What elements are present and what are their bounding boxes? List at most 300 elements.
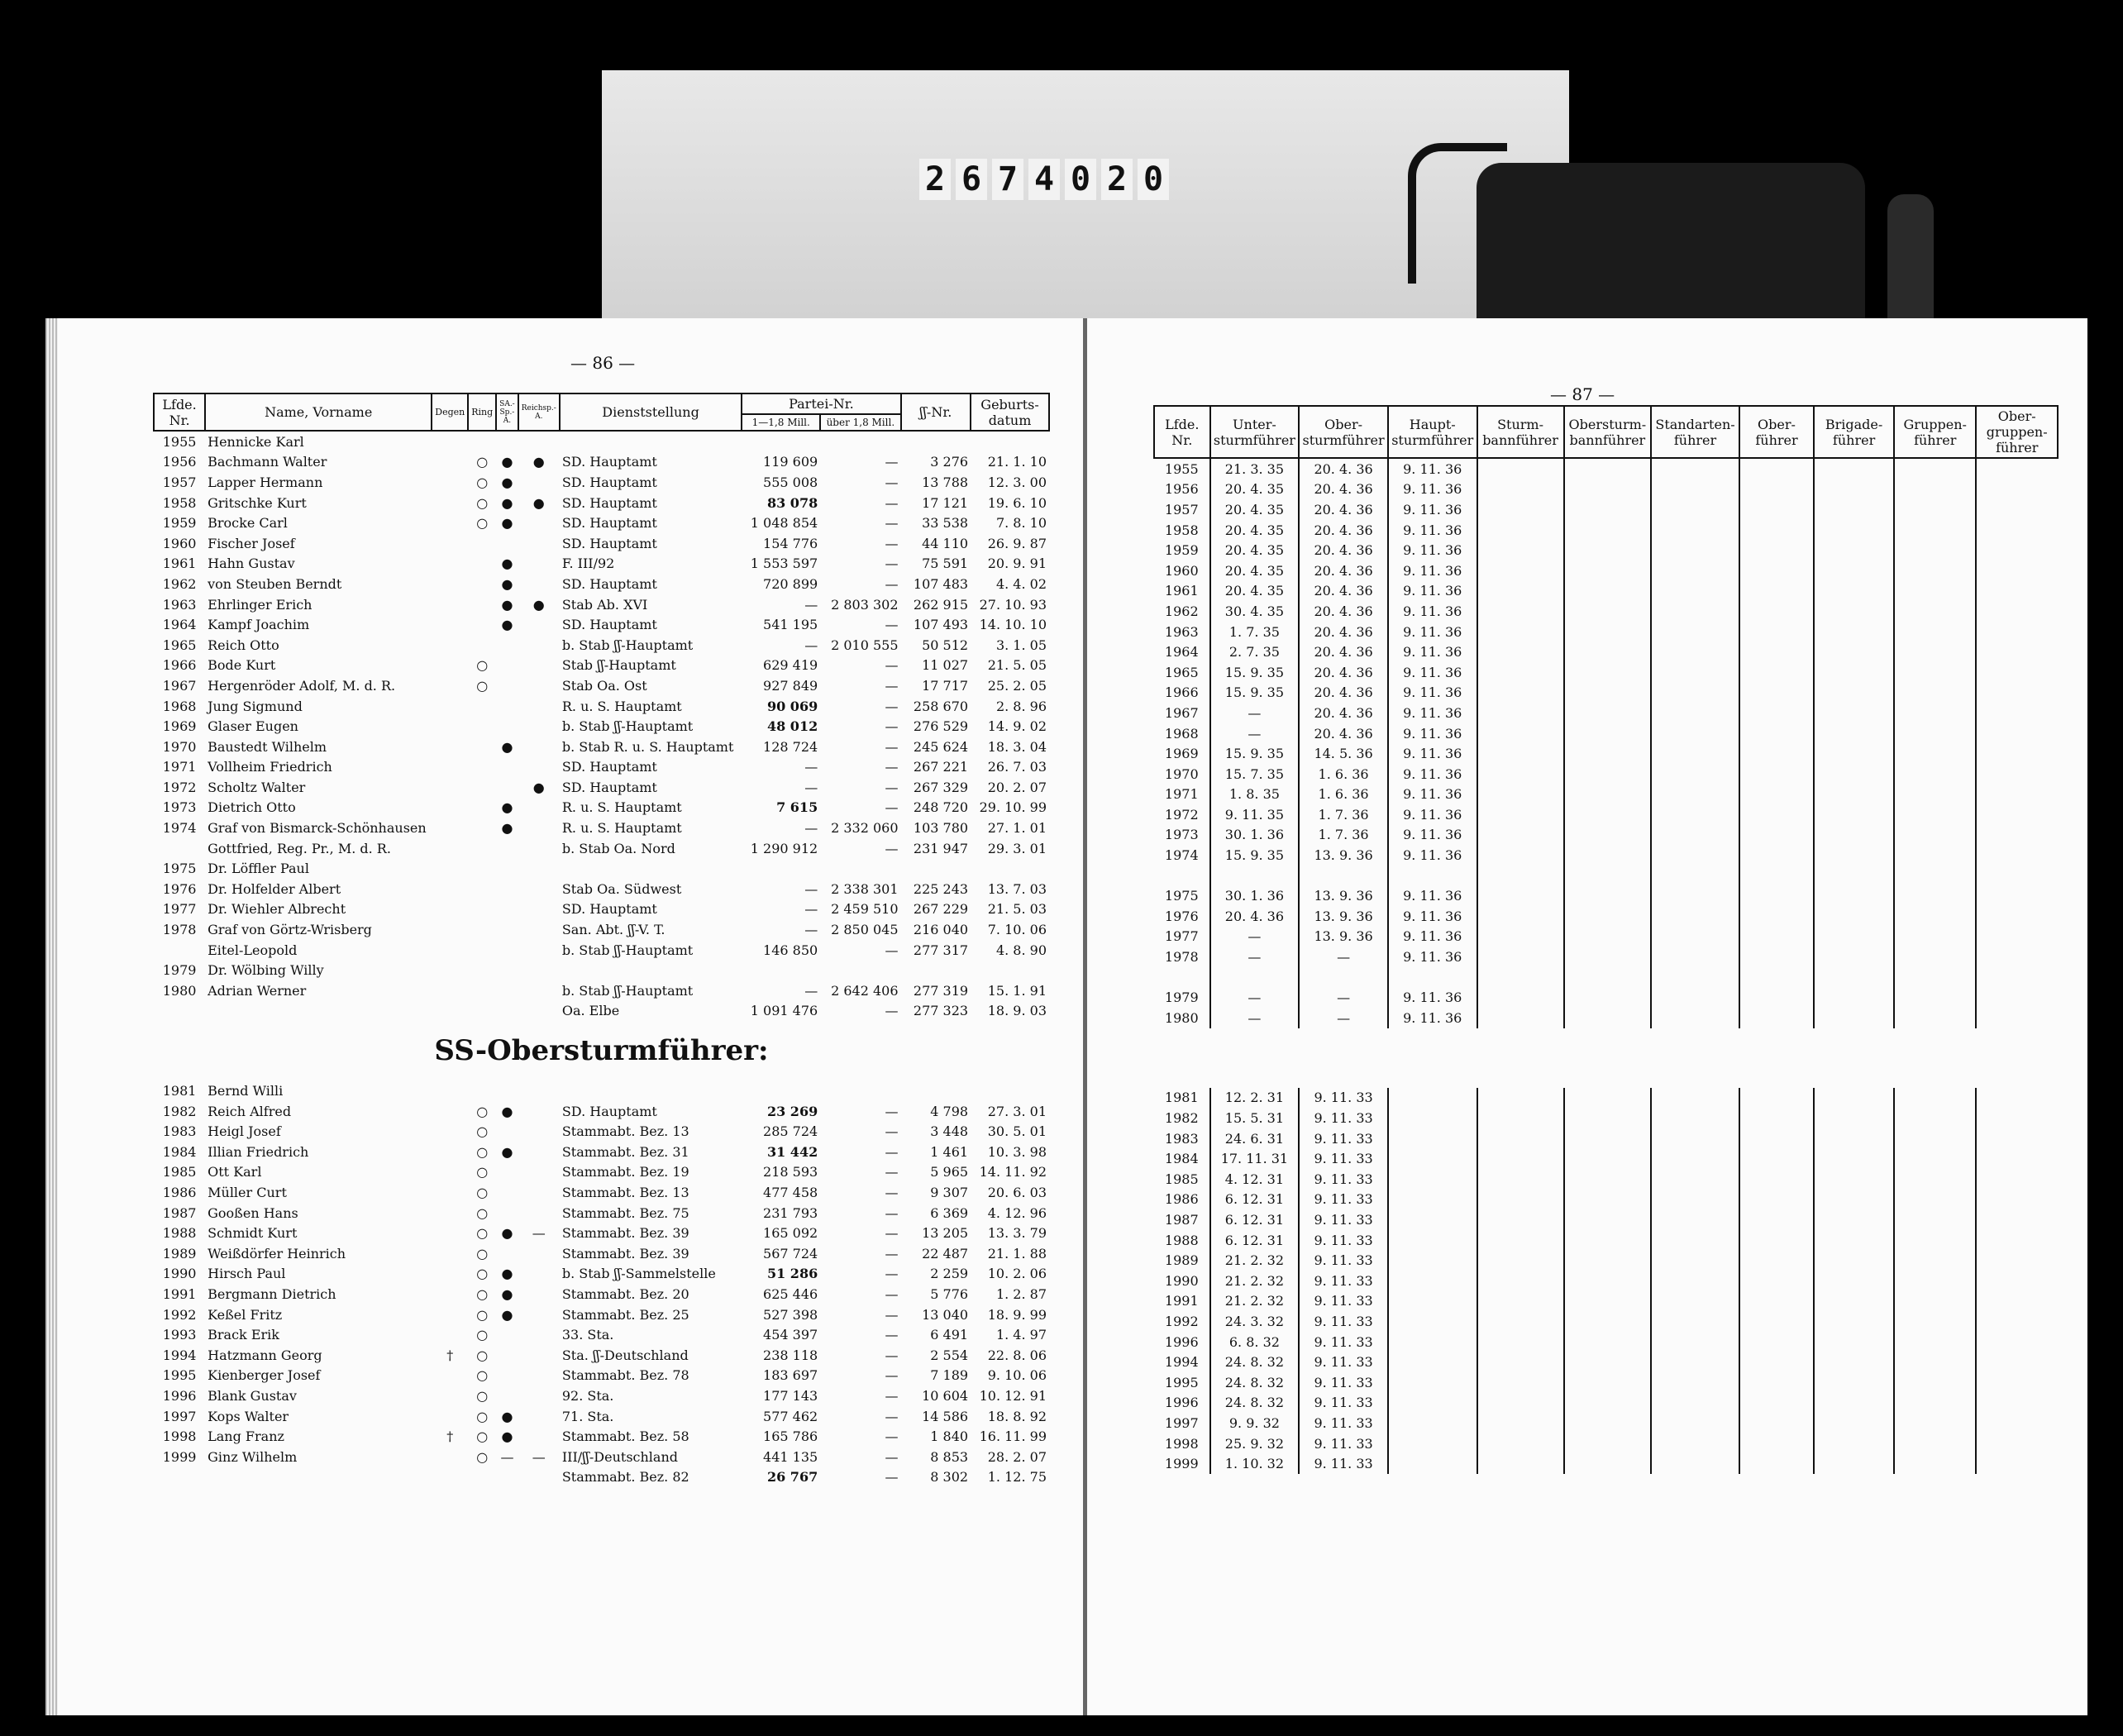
rank-date — [1814, 825, 1894, 846]
rank-date — [1894, 499, 1976, 520]
rank-date — [1477, 845, 1564, 866]
table-row — [154, 818, 1049, 838]
rank-date: 20. 4. 36 — [1299, 723, 1388, 744]
rank-date — [1814, 845, 1894, 866]
rank-date — [1477, 662, 1564, 683]
marker-cell — [432, 879, 468, 899]
rank-date — [1564, 1291, 1652, 1312]
rank-date: 9. 11. 33 — [1299, 1291, 1388, 1312]
rank-date — [1564, 1148, 1652, 1169]
rank-date — [1477, 1209, 1564, 1230]
entry-dienststellung: R. u. S. Hauptamt — [561, 698, 682, 714]
entry-ss-nr: 13 040 — [922, 1306, 969, 1323]
entry-ss-nr: 44 110 — [922, 535, 969, 551]
entry-ss-nr: 277 323 — [913, 1003, 969, 1019]
rank-date — [1739, 1372, 1814, 1393]
entry-ss-nr — [901, 1080, 971, 1101]
rank-date: 20. 4. 36 — [1299, 641, 1388, 662]
rank-date — [1976, 520, 2058, 541]
marker-cell: — — [532, 1225, 546, 1242]
table-row — [154, 614, 1049, 635]
rank-date: 20. 4. 35 — [1210, 581, 1300, 602]
rank-date — [1651, 622, 1739, 642]
rank-date: 20. 4. 36 — [1299, 581, 1388, 602]
entry-birthdate: 16. 11. 99 — [979, 1428, 1047, 1445]
marker-cell — [518, 1406, 560, 1427]
rank-date — [1564, 1413, 1652, 1433]
table-row — [154, 899, 1049, 920]
marker-cell — [432, 656, 468, 676]
entry-partei-b: — — [885, 657, 899, 674]
marker-cell: ○ — [476, 1306, 489, 1323]
entry-number: 1962 — [1164, 603, 1199, 619]
rank-date — [1739, 866, 1814, 886]
marker-cell: ○ — [476, 454, 489, 470]
marker-cell — [468, 980, 496, 1001]
table-row — [154, 1203, 1049, 1223]
marker-cell — [432, 838, 468, 859]
entry-name: Lang Franz — [208, 1428, 284, 1445]
entry-number: 1974 — [162, 820, 197, 837]
marker-cell — [496, 899, 518, 920]
table-row — [1154, 1169, 2058, 1190]
marker-cell: ○ — [476, 1143, 489, 1160]
rank-date: 9. 11. 33 — [1299, 1352, 1388, 1372]
rank-date — [1651, 1291, 1739, 1312]
entry-birthdate: 28. 2. 07 — [987, 1448, 1047, 1465]
marker-cell — [518, 1243, 560, 1264]
marker-cell: ● — [501, 515, 513, 532]
rank-date — [1651, 1413, 1739, 1433]
rank-date — [1651, 1332, 1739, 1352]
entry-dienststellung: Stammabt. Bez. 13 — [561, 1184, 689, 1200]
rank-date: 9. 11. 36 — [1388, 662, 1477, 683]
marker-cell: ● — [501, 1225, 513, 1242]
entry-dienststellung: Sta. ʃʃ-Deutschland — [561, 1347, 689, 1363]
entry-name: Dr. Löffler Paul — [208, 861, 309, 877]
entry-partei-a: 625 446 — [763, 1285, 818, 1302]
entry-number: 1965 — [162, 637, 197, 653]
entry-number: 1993 — [162, 1327, 197, 1343]
entry-name: Dietrich Otto — [208, 799, 296, 816]
marker-cell — [468, 574, 496, 594]
entry-partei-a: 165 092 — [763, 1225, 818, 1242]
entry-number: 1999 — [162, 1448, 197, 1465]
entry-name: Dr. Holfelder Albert — [208, 880, 341, 897]
rank-date — [1739, 1453, 1814, 1474]
entry-dienststellung: Stammabt. Bez. 78 — [561, 1367, 689, 1384]
rank-date — [1739, 520, 1814, 541]
marker-cell — [496, 1243, 518, 1264]
rank-date — [1477, 499, 1564, 520]
entry-number: 1959 — [162, 515, 197, 532]
entry-number: 1992 — [1164, 1313, 1199, 1329]
entry-birthdate: 12. 3. 00 — [987, 474, 1047, 490]
rank-date — [1814, 703, 1894, 723]
table-row — [154, 472, 1049, 493]
entry-dienststellung: b. Stab Oa. Nord — [561, 840, 675, 856]
table-row — [1154, 520, 2058, 541]
rank-date — [1976, 723, 2058, 744]
marker-cell — [468, 554, 496, 575]
rank-date — [1651, 1088, 1739, 1109]
rank-date — [1814, 1169, 1894, 1190]
rank-date — [1477, 1453, 1564, 1474]
rank-date: — — [1210, 1008, 1300, 1028]
entry-number: 1957 — [162, 474, 197, 490]
entry-birthdate: 14. 10. 10 — [979, 617, 1047, 633]
entry-number: 1997 — [1164, 1414, 1199, 1431]
entry-name: Bernd Willi — [208, 1083, 284, 1099]
entry-number: 1973 — [1164, 827, 1199, 843]
table-row — [1154, 1352, 2058, 1372]
rank-date — [1388, 1148, 1477, 1169]
entry-partei-b: — — [885, 494, 899, 511]
entry-number: 1964 — [162, 617, 197, 633]
counter-digit: 7 — [992, 159, 1023, 200]
rank-date — [1894, 967, 1976, 988]
entry-number: 1989 — [162, 1245, 197, 1261]
rank-date — [1976, 825, 2058, 846]
rank-date — [1388, 1250, 1477, 1271]
rank-date: 20. 4. 35 — [1210, 540, 1300, 560]
rank-date — [1388, 1169, 1477, 1190]
rank-date: 9. 11. 36 — [1388, 520, 1477, 541]
rank-date — [1477, 1291, 1564, 1312]
rank-date: 20. 4. 36 — [1299, 662, 1388, 683]
rank-date — [1976, 1088, 2058, 1109]
entry-partei-b: — — [885, 1285, 899, 1302]
marker-cell — [432, 899, 468, 920]
rank-date — [1388, 1209, 1477, 1230]
rank-date: 9. 11. 36 — [1388, 479, 1477, 500]
rank-date — [1814, 1230, 1894, 1251]
section-title: SS-Obersturmführer: — [434, 1034, 769, 1068]
entry-dienststellung: Stammabt. Bez. 39 — [561, 1245, 689, 1261]
rank-date — [1651, 1230, 1739, 1251]
rank-date — [1564, 683, 1652, 703]
entry-partei-b: — — [885, 1123, 899, 1140]
rank-date: 15. 9. 35 — [1210, 845, 1300, 866]
col-rank-header: Sturm-bannführer — [1477, 406, 1564, 458]
table-row — [154, 1182, 1049, 1203]
rank-date — [1299, 866, 1388, 886]
rank-date: 9. 11. 33 — [1299, 1393, 1388, 1414]
entry-ss-nr: 11 027 — [922, 657, 969, 674]
rank-date — [1814, 1250, 1894, 1271]
rank-date — [1739, 479, 1814, 500]
table-row — [1154, 947, 2058, 967]
marker-cell — [518, 716, 560, 737]
entry-number: 1998 — [162, 1428, 197, 1445]
col-name: Name, Vorname — [205, 393, 432, 431]
entry-partei-b: 2 459 510 — [831, 901, 899, 918]
rank-date: — — [1299, 947, 1388, 967]
marker-cell — [432, 533, 468, 554]
entry-partei-a — [742, 858, 820, 879]
entry-birthdate: 21. 5. 03 — [987, 901, 1047, 918]
rank-date — [1894, 723, 1976, 744]
rank-date: 6. 12. 31 — [1210, 1209, 1300, 1230]
marker-cell — [432, 452, 468, 473]
rank-date — [1814, 1209, 1894, 1230]
entry-name: Baustedt Wilhelm — [208, 738, 327, 755]
marker-cell — [518, 1121, 560, 1142]
entry-number: 1961 — [162, 556, 197, 572]
right-page — [1087, 318, 2087, 1715]
marker-cell — [432, 1001, 468, 1022]
rank-date — [1894, 906, 1976, 927]
rank-date — [1976, 458, 2058, 479]
rank-date — [1651, 1148, 1739, 1169]
marker-cell — [432, 493, 468, 513]
rank-date — [1814, 947, 1894, 967]
entry-partei-b: — — [885, 1204, 899, 1221]
rank-date: 9. 11. 36 — [1388, 764, 1477, 785]
rank-date: 9. 11. 33 — [1299, 1250, 1388, 1271]
col-ring: Ring — [468, 393, 496, 431]
col-rank-header: Standarten-führer — [1651, 406, 1739, 458]
marker-cell — [432, 513, 468, 533]
marker-cell: ○ — [476, 474, 489, 490]
rank-date: 1. 8. 35 — [1210, 785, 1300, 805]
rank-date: 4. 12. 31 — [1210, 1169, 1300, 1190]
entry-ss-nr: 1 461 — [930, 1143, 969, 1160]
rank-date — [1564, 581, 1652, 602]
rank-date: 9. 11. 36 — [1388, 804, 1477, 825]
marker-cell — [468, 614, 496, 635]
marker-cell — [518, 1426, 560, 1447]
rank-date — [1651, 885, 1739, 906]
marker-cell — [468, 1467, 496, 1488]
entry-number — [154, 1467, 205, 1488]
rank-date — [1564, 885, 1652, 906]
entry-partei-a: 183 697 — [763, 1367, 818, 1384]
entry-ss-nr — [901, 858, 971, 879]
rank-date: 30. 1. 36 — [1210, 825, 1300, 846]
rank-date — [1976, 540, 2058, 560]
rank-date — [1976, 1008, 2058, 1028]
rank-date: 9. 11. 36 — [1388, 906, 1477, 927]
rank-date — [1976, 866, 2058, 886]
marker-cell — [432, 431, 468, 452]
entry-partei-a: — — [804, 922, 818, 938]
table-row — [1154, 825, 2058, 846]
entry-number: 1965 — [1164, 664, 1199, 680]
rank-date — [1894, 885, 1976, 906]
marker-cell — [496, 1162, 518, 1183]
rank-date — [1814, 1128, 1894, 1149]
rank-date — [1739, 1352, 1814, 1372]
entry-number: 1956 — [1164, 481, 1199, 498]
entry-dienststellung: 92. Sta. — [561, 1387, 614, 1404]
rank-date — [1814, 1433, 1894, 1454]
entry-number: 1979 — [1164, 990, 1199, 1006]
entry-partei-b: — — [885, 1469, 899, 1486]
entry-ss-nr: 267 221 — [913, 759, 969, 775]
rank-date — [1894, 703, 1976, 723]
table-row — [154, 716, 1049, 737]
rank-date — [1894, 1453, 1976, 1474]
marker-cell — [468, 919, 496, 940]
rank-date — [1894, 662, 1976, 683]
rank-date — [1976, 947, 2058, 967]
entry-dienststellung: R. u. S. Hauptamt — [561, 820, 682, 837]
marker-cell: ● — [501, 596, 513, 613]
rank-date — [1388, 1433, 1477, 1454]
rank-date — [1388, 1393, 1477, 1414]
rank-date — [1976, 1433, 2058, 1454]
entry-number: 1982 — [162, 1103, 197, 1119]
entry-name: Kops Walter — [208, 1408, 289, 1424]
rank-date — [1477, 1128, 1564, 1149]
rank-date — [1564, 601, 1652, 622]
rank-date: 20. 4. 36 — [1299, 499, 1388, 520]
rank-date — [1894, 520, 1976, 541]
entry-name: Hahn Gustav — [208, 556, 295, 572]
marker-cell — [518, 960, 560, 980]
entry-number: 1959 — [1164, 542, 1199, 559]
marker-cell — [432, 472, 468, 493]
entry-birthdate: 27. 1. 01 — [987, 820, 1047, 837]
marker-cell: ● — [501, 738, 513, 755]
rank-date — [1477, 458, 1564, 479]
entry-number: 1980 — [1164, 1009, 1199, 1026]
table-row — [154, 1467, 1049, 1488]
marker-cell: ● — [501, 575, 513, 592]
entry-partei-b — [820, 960, 900, 980]
rank-date — [1388, 1190, 1477, 1210]
marker-cell: ○ — [476, 1184, 489, 1200]
rank-date: 9. 9. 32 — [1210, 1413, 1300, 1433]
entry-dienststellung: b. Stab ʃʃ-Sammelstelle — [561, 1266, 716, 1282]
entry-birthdate: 18. 8. 92 — [987, 1408, 1047, 1424]
entry-number: 1960 — [162, 535, 197, 551]
entry-dienststellung: R. u. S. Hauptamt — [561, 799, 682, 816]
table-row — [1154, 967, 2058, 988]
rank-date — [1388, 1108, 1477, 1128]
entry-birthdate: 9. 10. 06 — [987, 1367, 1047, 1384]
marker-cell: ○ — [476, 494, 489, 511]
rank-date — [1814, 499, 1894, 520]
table-row — [154, 513, 1049, 533]
rank-date — [1477, 1332, 1564, 1352]
rank-date — [1477, 906, 1564, 927]
rank-date: 9. 11. 36 — [1388, 947, 1477, 967]
marker-cell — [468, 696, 496, 717]
table-row — [1154, 499, 2058, 520]
rank-date: 20. 4. 35 — [1210, 520, 1300, 541]
rank-date — [1564, 1209, 1652, 1230]
rank-date — [1739, 804, 1814, 825]
book — [45, 318, 2087, 1715]
rank-date: 9. 11. 33 — [1299, 1413, 1388, 1433]
rank-date — [1814, 764, 1894, 785]
entry-partei-b: — — [885, 1164, 899, 1180]
table-row — [154, 594, 1049, 615]
entry-birthdate: 7. 8. 10 — [995, 515, 1047, 532]
rank-date — [1477, 1372, 1564, 1393]
marker-cell — [468, 1001, 496, 1022]
marker-cell — [432, 1101, 468, 1122]
rank-date — [1564, 499, 1652, 520]
entry-dienststellung: SD. Hauptamt — [561, 494, 657, 511]
marker-cell: ● — [501, 454, 513, 470]
rank-date — [1477, 601, 1564, 622]
rank-date: — — [1210, 947, 1300, 967]
entry-ss-nr — [901, 431, 971, 452]
entry-number: 1970 — [1164, 765, 1199, 782]
rank-date — [1894, 1250, 1976, 1271]
entry-partei-a: 154 776 — [763, 535, 818, 551]
rank-date: 9. 11. 33 — [1299, 1148, 1388, 1169]
entry-partei-a: 454 397 — [763, 1327, 818, 1343]
entry-number: 1988 — [1164, 1232, 1199, 1248]
rank-date: 9. 11. 36 — [1388, 641, 1477, 662]
rank-date — [1976, 1332, 2058, 1352]
marker-cell — [432, 858, 468, 879]
rank-date: 14. 5. 36 — [1299, 743, 1388, 764]
entry-number: 1981 — [1164, 1090, 1199, 1106]
entry-number: 1996 — [1164, 1395, 1199, 1411]
rank-date — [1651, 479, 1739, 500]
entry-partei-a: 629 419 — [763, 657, 818, 674]
rank-date: 15. 9. 35 — [1210, 683, 1300, 703]
marker-cell: ○ — [476, 1225, 489, 1242]
rank-date — [1651, 1311, 1739, 1332]
rank-date: 9. 11. 36 — [1388, 845, 1477, 866]
rank-date: 6. 12. 31 — [1210, 1230, 1300, 1251]
table-row — [154, 980, 1049, 1001]
rank-date — [1976, 1148, 2058, 1169]
rank-date — [1976, 1372, 2058, 1393]
rank-date — [1651, 1453, 1739, 1474]
marker-cell — [518, 818, 560, 838]
col-rank-header: Haupt-sturmführer — [1388, 406, 1477, 458]
rank-date — [1477, 804, 1564, 825]
marker-cell — [518, 1345, 560, 1366]
table-row — [154, 838, 1049, 859]
rank-date: 20. 4. 35 — [1210, 479, 1300, 500]
rank-date — [1739, 641, 1814, 662]
marker-cell: ○ — [476, 657, 489, 674]
col-ss: ʃʃ-Nr. — [901, 393, 971, 431]
table-row — [1154, 1230, 2058, 1251]
marker-cell: † — [446, 1428, 454, 1445]
entry-number: 1986 — [1164, 1191, 1199, 1208]
entry-partei-b: — — [885, 718, 899, 735]
rank-date: 9. 11. 36 — [1388, 987, 1477, 1008]
rank-date — [1477, 866, 1564, 886]
marker-cell — [518, 614, 560, 635]
marker-cell: — — [532, 1448, 546, 1465]
rank-date — [1814, 1108, 1894, 1128]
marker-cell — [496, 960, 518, 980]
entry-ss-nr: 248 720 — [913, 799, 969, 816]
rank-date — [1388, 1128, 1477, 1149]
rank-date: 9. 11. 33 — [1299, 1372, 1388, 1393]
entry-partei-b: — — [885, 1408, 899, 1424]
rank-date: 1. 6. 36 — [1299, 764, 1388, 785]
entry-number: 1998 — [1164, 1435, 1199, 1452]
marker-cell — [518, 1304, 560, 1325]
entry-dienststellung: SD. Hauptamt — [561, 454, 657, 470]
entry-birthdate: 15. 1. 91 — [987, 982, 1047, 999]
rank-date: 9. 11. 33 — [1299, 1271, 1388, 1291]
entry-birthdate: 4. 12. 96 — [987, 1204, 1047, 1221]
marker-cell — [468, 899, 496, 920]
rank-date: 25. 9. 32 — [1210, 1433, 1300, 1454]
